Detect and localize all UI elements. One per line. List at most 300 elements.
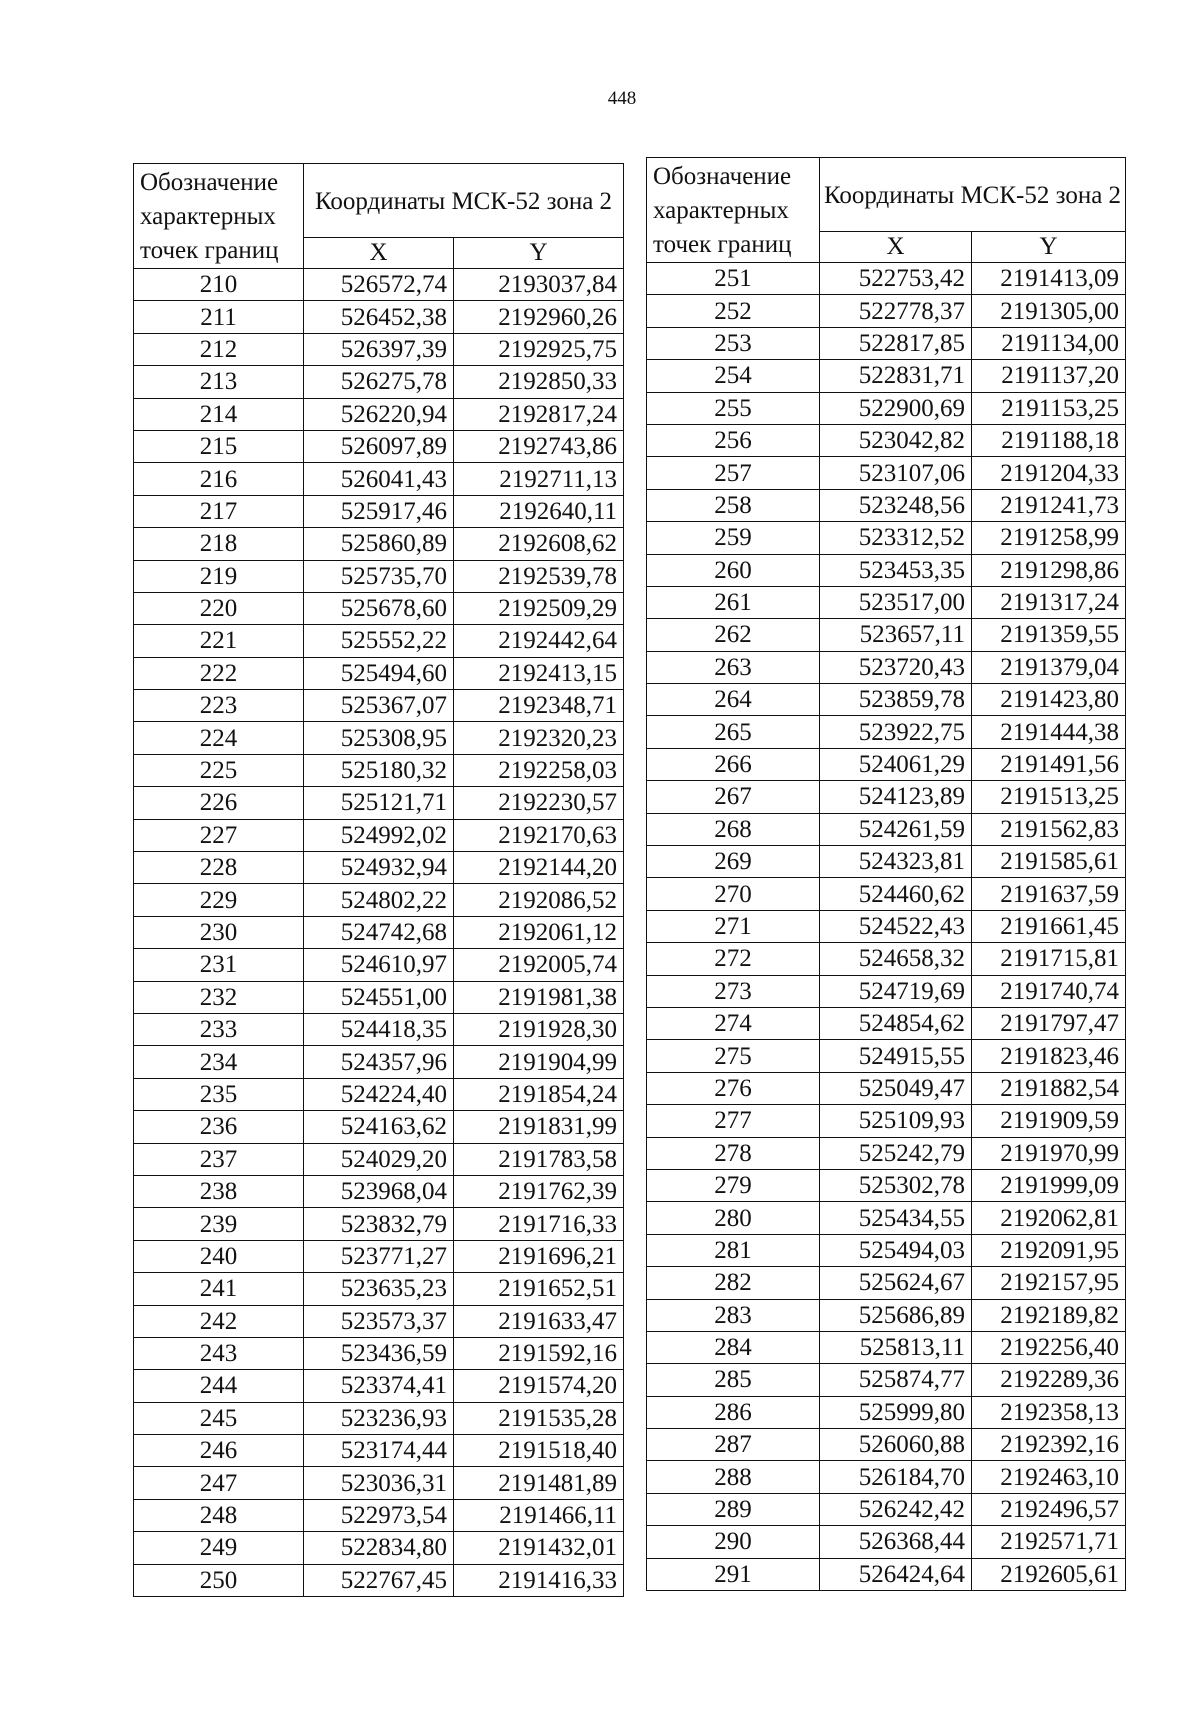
coordinates-group-header: Координаты МСК-52 зона 2	[304, 164, 624, 238]
table-row	[647, 1040, 1126, 1072]
x-coordinate-cell: 526452,38	[304, 301, 454, 333]
point-number-cell: 218	[134, 528, 304, 560]
table-row	[134, 916, 624, 948]
point-number-cell: 262	[647, 619, 820, 651]
table-row	[134, 1435, 624, 1467]
table-row	[134, 592, 624, 624]
point-number-cell: 260	[647, 554, 820, 586]
x-coordinate-cell: 526275,78	[304, 366, 454, 398]
x-coordinate-cell: 525860,89	[304, 528, 454, 560]
x-coordinate-cell: 523374,41	[304, 1370, 454, 1402]
table-row	[647, 1267, 1126, 1299]
table-row	[647, 489, 1126, 521]
point-number-cell: 212	[134, 333, 304, 365]
x-coordinate-cell: 525434,55	[820, 1202, 972, 1234]
y-coordinate-cell: 2191359,55	[972, 619, 1126, 651]
point-number-cell: 270	[647, 878, 820, 910]
point-number-cell: 223	[134, 690, 304, 722]
point-number-cell: 214	[134, 398, 304, 430]
y-coordinate-cell: 2191379,04	[972, 651, 1126, 683]
point-number-cell: 251	[647, 263, 820, 295]
y-coordinate-cell: 2192850,33	[454, 366, 624, 398]
x-coordinate-cell: 526184,70	[820, 1461, 972, 1493]
x-coordinate-cell: 525874,77	[820, 1364, 972, 1396]
y-coordinate-cell: 2191305,00	[972, 295, 1126, 327]
table-row	[647, 1299, 1126, 1331]
table-row	[647, 522, 1126, 554]
table-row	[134, 1402, 624, 1434]
x-coordinate-cell: 523248,56	[820, 489, 972, 521]
x-coordinate-cell: 523436,59	[304, 1337, 454, 1369]
table-row	[647, 1331, 1126, 1363]
table-row	[134, 852, 624, 884]
y-coordinate-cell: 2192289,36	[972, 1364, 1126, 1396]
table-row	[647, 619, 1126, 651]
x-coordinate-cell: 524323,81	[820, 846, 972, 878]
x-coordinate-cell: 524932,94	[304, 852, 454, 884]
point-number-cell: 288	[647, 1461, 820, 1493]
point-number-cell: 286	[647, 1396, 820, 1428]
table-row	[134, 301, 624, 333]
x-coordinate-cell: 524719,69	[820, 975, 972, 1007]
point-number-cell: 255	[647, 392, 820, 424]
x-coordinate-cell: 523968,04	[304, 1175, 454, 1207]
table-row	[647, 1493, 1126, 1525]
point-number-cell: 250	[134, 1564, 304, 1596]
point-number-cell: 246	[134, 1435, 304, 1467]
point-number-cell: 291	[647, 1558, 820, 1590]
x-coordinate-cell: 523236,93	[304, 1402, 454, 1434]
y-coordinate-cell: 2191513,25	[972, 781, 1126, 813]
x-coordinate-cell: 523859,78	[820, 684, 972, 716]
x-coordinate-cell: 525121,71	[304, 787, 454, 819]
point-number-cell: 211	[134, 301, 304, 333]
point-number-cell: 272	[647, 943, 820, 975]
x-coordinate-cell: 523922,75	[820, 716, 972, 748]
y-coordinate-cell: 2192320,23	[454, 722, 624, 754]
y-column-header: Y	[972, 231, 1126, 262]
point-number-cell: 242	[134, 1305, 304, 1337]
y-coordinate-cell: 2191762,39	[454, 1175, 624, 1207]
point-number-cell: 233	[134, 1013, 304, 1045]
y-coordinate-cell: 2191909,59	[972, 1105, 1126, 1137]
x-coordinate-cell: 523657,11	[820, 619, 972, 651]
x-coordinate-cell: 526397,39	[304, 333, 454, 365]
table-row	[647, 554, 1126, 586]
point-number-cell: 229	[134, 884, 304, 916]
point-number-cell: 238	[134, 1175, 304, 1207]
point-number-cell: 261	[647, 586, 820, 618]
table-row	[134, 398, 624, 430]
table-row	[134, 1078, 624, 1110]
y-coordinate-cell: 2191696,21	[454, 1240, 624, 1272]
y-coordinate-cell: 2192442,64	[454, 625, 624, 657]
point-number-cell: 219	[134, 560, 304, 592]
x-coordinate-cell: 522817,85	[820, 327, 972, 359]
y-coordinate-cell: 2191831,99	[454, 1111, 624, 1143]
point-number-cell: 269	[647, 846, 820, 878]
point-number-cell: 280	[647, 1202, 820, 1234]
x-coordinate-cell: 524460,62	[820, 878, 972, 910]
y-coordinate-cell: 2191999,09	[972, 1169, 1126, 1201]
table-row	[647, 1137, 1126, 1169]
y-coordinate-cell: 2191904,99	[454, 1046, 624, 1078]
point-number-cell: 241	[134, 1273, 304, 1305]
y-coordinate-cell: 2191204,33	[972, 457, 1126, 489]
table-row	[134, 269, 624, 301]
y-coordinate-cell: 2192571,71	[972, 1526, 1126, 1558]
point-number-cell: 235	[134, 1078, 304, 1110]
x-coordinate-cell: 524418,35	[304, 1013, 454, 1045]
table-row	[134, 1143, 624, 1175]
y-coordinate-cell: 2192061,12	[454, 916, 624, 948]
y-coordinate-cell: 2191652,51	[454, 1273, 624, 1305]
point-number-cell: 230	[134, 916, 304, 948]
point-number-cell: 277	[647, 1105, 820, 1137]
y-coordinate-cell: 2191797,47	[972, 1007, 1126, 1039]
coordinates-group-header: Координаты МСК-52 зона 2	[820, 158, 1126, 232]
y-coordinate-cell: 2191491,56	[972, 748, 1126, 780]
x-coordinate-cell: 524551,00	[304, 981, 454, 1013]
x-coordinate-cell: 525242,79	[820, 1137, 972, 1169]
y-coordinate-cell: 2191882,54	[972, 1072, 1126, 1104]
table-row	[647, 457, 1126, 489]
point-number-cell: 271	[647, 910, 820, 942]
x-coordinate-cell: 525308,95	[304, 722, 454, 754]
point-number-cell: 210	[134, 269, 304, 301]
point-number-cell: 282	[647, 1267, 820, 1299]
y-coordinate-cell: 2191783,58	[454, 1143, 624, 1175]
table-row	[647, 1558, 1126, 1590]
point-number-cell: 273	[647, 975, 820, 1007]
y-coordinate-cell: 2191432,01	[454, 1532, 624, 1564]
table-row	[134, 1564, 624, 1596]
x-coordinate-cell: 523107,06	[820, 457, 972, 489]
point-number-cell: 252	[647, 295, 820, 327]
coordinates-table-right	[646, 157, 1126, 1591]
y-coordinate-cell: 2192392,16	[972, 1429, 1126, 1461]
point-number-cell: 216	[134, 463, 304, 495]
y-coordinate-cell: 2192640,11	[454, 495, 624, 527]
y-coordinate-cell: 2192170,63	[454, 819, 624, 851]
x-coordinate-cell: 526041,43	[304, 463, 454, 495]
point-number-cell: 221	[134, 625, 304, 657]
point-number-cell: 268	[647, 813, 820, 845]
point-number-cell: 263	[647, 651, 820, 683]
y-coordinate-cell: 2192230,57	[454, 787, 624, 819]
table-row	[647, 586, 1126, 618]
point-number-cell: 284	[647, 1331, 820, 1363]
y-coordinate-cell: 2192413,15	[454, 657, 624, 689]
x-coordinate-cell: 525494,03	[820, 1234, 972, 1266]
point-number-cell: 237	[134, 1143, 304, 1175]
point-number-cell: 213	[134, 366, 304, 398]
y-coordinate-cell: 2191444,38	[972, 716, 1126, 748]
y-coordinate-cell: 2191188,18	[972, 424, 1126, 456]
table-row	[647, 392, 1126, 424]
point-number-cell: 266	[647, 748, 820, 780]
point-number-cell: 267	[647, 781, 820, 813]
point-number-cell: 249	[134, 1532, 304, 1564]
y-coordinate-cell: 2191134,00	[972, 327, 1126, 359]
table-row	[647, 813, 1126, 845]
table-row	[134, 754, 624, 786]
point-number-cell: 240	[134, 1240, 304, 1272]
point-number-cell: 290	[647, 1526, 820, 1558]
point-number-cell: 234	[134, 1046, 304, 1078]
point-number-cell: 279	[647, 1169, 820, 1201]
y-coordinate-cell: 2191585,61	[972, 846, 1126, 878]
point-number-cell: 215	[134, 430, 304, 462]
point-number-cell: 276	[647, 1072, 820, 1104]
table-row	[134, 981, 624, 1013]
point-number-cell: 289	[647, 1493, 820, 1525]
y-coordinate-cell: 2191823,46	[972, 1040, 1126, 1072]
table-row	[647, 975, 1126, 1007]
y-coordinate-cell: 2191416,33	[454, 1564, 624, 1596]
y-coordinate-cell: 2192743,86	[454, 430, 624, 462]
point-number-cell: 239	[134, 1208, 304, 1240]
point-column-header: Обозначение характерных точек границ	[647, 158, 820, 263]
x-coordinate-cell: 525999,80	[820, 1396, 972, 1428]
y-coordinate-cell: 2192157,95	[972, 1267, 1126, 1299]
x-coordinate-cell: 525917,46	[304, 495, 454, 527]
point-number-cell: 283	[647, 1299, 820, 1331]
table-row	[647, 1429, 1126, 1461]
x-coordinate-cell: 523453,35	[820, 554, 972, 586]
x-coordinate-cell: 526220,94	[304, 398, 454, 430]
table-row	[647, 943, 1126, 975]
table-row	[134, 1208, 624, 1240]
y-coordinate-cell: 2193037,84	[454, 269, 624, 301]
y-coordinate-cell: 2191153,25	[972, 392, 1126, 424]
table-row	[134, 819, 624, 851]
y-coordinate-cell: 2191637,59	[972, 878, 1126, 910]
table-row	[647, 1169, 1126, 1201]
y-coordinate-cell: 2192960,26	[454, 301, 624, 333]
x-column-header: X	[304, 237, 454, 268]
x-coordinate-cell: 524854,62	[820, 1007, 972, 1039]
table-row	[647, 846, 1126, 878]
y-coordinate-cell: 2191137,20	[972, 360, 1126, 392]
y-coordinate-cell: 2192256,40	[972, 1331, 1126, 1363]
x-coordinate-cell: 524802,22	[304, 884, 454, 916]
point-number-cell: 228	[134, 852, 304, 884]
y-coordinate-cell: 2192348,71	[454, 690, 624, 722]
table-row	[134, 366, 624, 398]
y-coordinate-cell: 2191592,16	[454, 1337, 624, 1369]
table-row	[134, 1111, 624, 1143]
y-coordinate-cell: 2191481,89	[454, 1467, 624, 1499]
y-coordinate-cell: 2192496,57	[972, 1493, 1126, 1525]
table-row	[647, 1396, 1126, 1428]
y-coordinate-cell: 2192925,75	[454, 333, 624, 365]
table-row	[134, 1499, 624, 1531]
x-coordinate-cell: 523036,31	[304, 1467, 454, 1499]
x-coordinate-cell: 523720,43	[820, 651, 972, 683]
y-coordinate-cell: 2192358,13	[972, 1396, 1126, 1428]
point-number-cell: 259	[647, 522, 820, 554]
x-coordinate-cell: 523771,27	[304, 1240, 454, 1272]
y-coordinate-cell: 2192817,24	[454, 398, 624, 430]
x-coordinate-cell: 525552,22	[304, 625, 454, 657]
point-column-header: Обозначение характерных точек границ	[134, 164, 304, 269]
point-number-cell: 227	[134, 819, 304, 851]
y-coordinate-cell: 2191574,20	[454, 1370, 624, 1402]
table-row	[647, 684, 1126, 716]
y-coordinate-cell: 2191854,24	[454, 1078, 624, 1110]
table-row	[647, 910, 1126, 942]
x-coordinate-cell: 524163,62	[304, 1111, 454, 1143]
table-row	[134, 657, 624, 689]
y-coordinate-cell: 2191518,40	[454, 1435, 624, 1467]
point-number-cell: 274	[647, 1007, 820, 1039]
x-coordinate-cell: 525494,60	[304, 657, 454, 689]
y-coordinate-cell: 2192605,61	[972, 1558, 1126, 1590]
x-coordinate-cell: 526368,44	[820, 1526, 972, 1558]
y-coordinate-cell: 2192005,74	[454, 949, 624, 981]
table-row	[134, 560, 624, 592]
table-row	[647, 748, 1126, 780]
x-coordinate-cell: 524029,20	[304, 1143, 454, 1175]
table-row	[134, 690, 624, 722]
x-coordinate-cell: 522778,37	[820, 295, 972, 327]
point-number-cell: 247	[134, 1467, 304, 1499]
x-coordinate-cell: 523832,79	[304, 1208, 454, 1240]
y-coordinate-cell: 2191413,09	[972, 263, 1126, 295]
y-coordinate-cell: 2191317,24	[972, 586, 1126, 618]
point-number-cell: 285	[647, 1364, 820, 1396]
coordinates-table-left	[133, 163, 624, 1597]
table-row	[134, 722, 624, 754]
table-row	[647, 1105, 1126, 1137]
x-coordinate-cell: 524915,55	[820, 1040, 972, 1072]
x-coordinate-cell: 522834,80	[304, 1532, 454, 1564]
table-row	[134, 1467, 624, 1499]
page-number: 448	[607, 88, 637, 109]
x-coordinate-cell: 522831,71	[820, 360, 972, 392]
x-coordinate-cell: 523312,52	[820, 522, 972, 554]
table-row	[134, 949, 624, 981]
point-number-cell: 217	[134, 495, 304, 527]
y-coordinate-cell: 2191466,11	[454, 1499, 624, 1531]
x-coordinate-cell: 525678,60	[304, 592, 454, 624]
y-coordinate-cell: 2192711,13	[454, 463, 624, 495]
x-column-header: X	[820, 231, 972, 262]
table-row	[134, 1175, 624, 1207]
point-number-cell: 222	[134, 657, 304, 689]
x-coordinate-cell: 524742,68	[304, 916, 454, 948]
point-number-cell: 287	[647, 1429, 820, 1461]
y-coordinate-cell: 2191258,99	[972, 522, 1126, 554]
table-row	[647, 295, 1126, 327]
y-coordinate-cell: 2191661,45	[972, 910, 1126, 942]
x-coordinate-cell: 524522,43	[820, 910, 972, 942]
x-coordinate-cell: 524357,96	[304, 1046, 454, 1078]
table-row	[134, 625, 624, 657]
point-number-cell: 253	[647, 327, 820, 359]
y-coordinate-cell: 2191241,73	[972, 489, 1126, 521]
y-coordinate-cell: 2192509,29	[454, 592, 624, 624]
table-row	[134, 495, 624, 527]
point-number-cell: 243	[134, 1337, 304, 1369]
table-row	[647, 878, 1126, 910]
table-row	[647, 360, 1126, 392]
table-row	[134, 528, 624, 560]
table-row	[134, 1532, 624, 1564]
y-coordinate-cell: 2191981,38	[454, 981, 624, 1013]
table-row	[134, 1240, 624, 1272]
point-number-cell: 232	[134, 981, 304, 1013]
x-coordinate-cell: 522900,69	[820, 392, 972, 424]
point-number-cell: 244	[134, 1370, 304, 1402]
x-coordinate-cell: 523573,37	[304, 1305, 454, 1337]
x-coordinate-cell: 524658,32	[820, 943, 972, 975]
table-row	[134, 787, 624, 819]
y-coordinate-cell: 2192189,82	[972, 1299, 1126, 1331]
y-coordinate-cell: 2192608,62	[454, 528, 624, 560]
table-row	[134, 1370, 624, 1402]
table-row	[647, 1202, 1126, 1234]
x-coordinate-cell: 524123,89	[820, 781, 972, 813]
table-row	[134, 1305, 624, 1337]
y-coordinate-cell: 2191535,28	[454, 1402, 624, 1434]
table-row	[134, 1013, 624, 1045]
x-coordinate-cell: 523635,23	[304, 1273, 454, 1305]
x-coordinate-cell: 523042,82	[820, 424, 972, 456]
y-coordinate-cell: 2192258,03	[454, 754, 624, 786]
table-row	[647, 716, 1126, 748]
table-row	[134, 1273, 624, 1305]
x-coordinate-cell: 522973,54	[304, 1499, 454, 1531]
x-coordinate-cell: 525624,67	[820, 1267, 972, 1299]
point-number-cell: 256	[647, 424, 820, 456]
x-coordinate-cell: 524992,02	[304, 819, 454, 851]
point-number-cell: 224	[134, 722, 304, 754]
y-coordinate-cell: 2191928,30	[454, 1013, 624, 1045]
y-coordinate-cell: 2191715,81	[972, 943, 1126, 975]
table-body-left	[134, 269, 624, 1597]
table-row	[647, 1234, 1126, 1266]
point-number-cell: 231	[134, 949, 304, 981]
x-coordinate-cell: 526060,88	[820, 1429, 972, 1461]
y-coordinate-cell: 2191562,83	[972, 813, 1126, 845]
table-row	[647, 327, 1126, 359]
point-number-cell: 254	[647, 360, 820, 392]
x-coordinate-cell: 522753,42	[820, 263, 972, 295]
x-coordinate-cell: 525686,89	[820, 1299, 972, 1331]
point-number-cell: 248	[134, 1499, 304, 1531]
x-coordinate-cell: 526424,64	[820, 1558, 972, 1590]
x-coordinate-cell: 524261,59	[820, 813, 972, 845]
table-row	[647, 1364, 1126, 1396]
point-number-cell: 265	[647, 716, 820, 748]
y-coordinate-cell: 2191970,99	[972, 1137, 1126, 1169]
x-coordinate-cell: 523174,44	[304, 1435, 454, 1467]
y-coordinate-cell: 2191423,80	[972, 684, 1126, 716]
y-column-header: Y	[454, 237, 624, 268]
table-row	[134, 884, 624, 916]
table-row	[647, 1461, 1126, 1493]
table-row	[647, 424, 1126, 456]
table-row	[647, 781, 1126, 813]
x-coordinate-cell: 525735,70	[304, 560, 454, 592]
table-row	[134, 1337, 624, 1369]
point-number-cell: 220	[134, 592, 304, 624]
y-coordinate-cell: 2192144,20	[454, 852, 624, 884]
x-coordinate-cell: 524061,29	[820, 748, 972, 780]
y-coordinate-cell: 2191716,33	[454, 1208, 624, 1240]
